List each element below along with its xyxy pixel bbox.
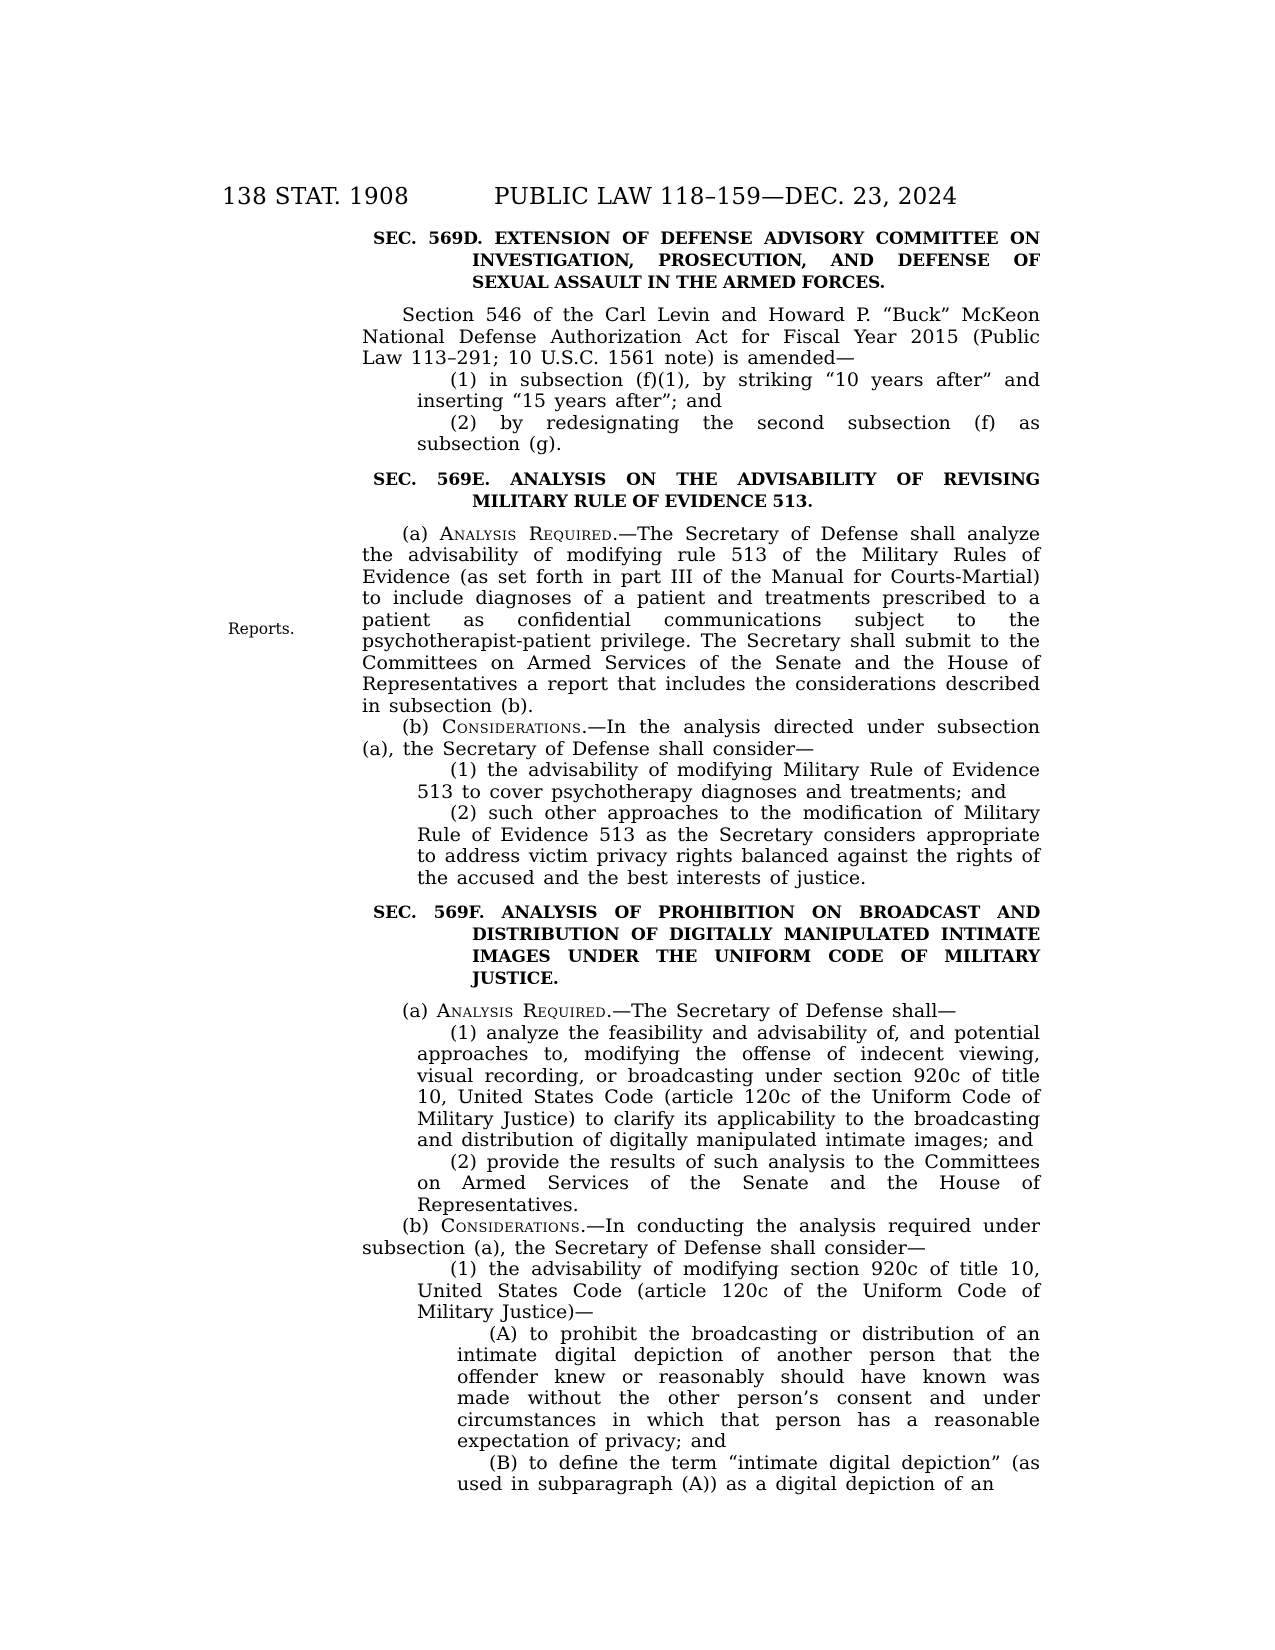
text-run: Section 546 of the Carl Levin and Howard P. “Buck” McKeon National Defense Authorization Act for Fiscal Year 2015 (Public Law 113–291; 10 U.S.C. 1561 note) is amended— [362,304,1040,369]
text-run: SEC. 569D. EXTENSION OF DEFENSE ADVISORY COMMITTEE ON INVESTIGATION, PROSECUTION, AND DEFENSE OF SEXUAL ASSAULT IN THE ARMED FORCES. [373,229,1040,293]
paragraph [362,524,1040,718]
text-run: Analysis Required [436,1000,607,1022]
document-content [362,228,1040,1496]
paragraph [417,760,1040,803]
paragraph [417,1023,1040,1152]
text-run: .—In conducting the analysis required under subsection (a), the Secretary of Defense shall consider— [362,1215,1040,1259]
text-run: (A) to prohibit the broadcasting or distribution of an intimate digital depiction of another person that the offender knew or reasonably should have known was made without the other person’s consent and under circumstances in which that person has a reasonable expectation of privacy; and [457,1322,1040,1452]
text-run: Considerations [442,716,582,738]
text-run: (b) [402,716,443,738]
text-run: Analysis Required [439,522,613,545]
text-run: .—The Secretary of Defense shall analyze the advisability of modifying rule 513 of the Military Rules of Evidence (as set forth in part III of the Manual for Courts-Martial) to include diagnoses of a patient and treatments prescribed to a patient as confidential communications subject to the psychotherapist-patient privilege. The Secretary shall submit to the Committees on Armed Services of the Senate and the House of Representatives a report that includes the considerations described in subsection (b). [362,522,1040,717]
text-run: Considerations [440,1215,581,1237]
law-title: PUBLIC LAW 118–159—DEC. 23, 2024 [494,184,958,210]
text-run: (2) by redesignating the second subsection (f) as subsection (g). [417,411,1040,455]
paragraph [417,803,1040,889]
paragraph [362,1216,1040,1259]
text-run: (B) to define the term “intimate digital depiction” (as used in subparagraph (A)) as a digital depiction of an [457,1451,1040,1495]
text-run: (1) analyze the feasibility and advisability of, and potential approaches to, modifying the offense of indecent viewing, visual recording, or broadcasting under section 920c of title 10, United States Code (article 120c of the Uniform Code of Military Justice) to clarify its applicability to the broadcasting and distribution of digitally manipulated intimate images; and [417,1021,1040,1151]
text-run: .—The Secretary of Defense shall— [606,1000,957,1022]
section-heading [362,902,1040,990]
paragraph [417,413,1040,456]
margin-note-reports: Reports. [228,620,295,638]
paragraph [417,1152,1040,1217]
text-run: (2) such other approaches to the modification of Military Rule of Evidence 513 as the Secretary considers appropriate to address victim privacy rights balanced against the rights of the accused and the best interests of justice. [417,802,1040,889]
stat-page-number: 138 STAT. 1908 [222,184,410,210]
paragraph [417,1259,1040,1324]
text-run: (b) [402,1215,441,1237]
text-run: (a) [402,1000,437,1022]
text-run: (1) the advisability of modifying Military Rule of Evidence 513 to cover psychotherapy diagnoses and treatments; and [417,759,1040,803]
text-run: .—In the analysis directed under subsection (a), the Secretary of Defense shall consider— [362,716,1041,760]
text-run: (1) the advisability of modifying section 920c of title 10, United States Code (article 120c of the Uniform Code of Military Justice)— [417,1258,1040,1323]
text-run: SEC. 569E. ANALYSIS ON THE ADVISABILITY OF REVISING MILITARY RULE OF EVIDENCE 513. [373,469,1040,512]
paragraph [457,1453,1040,1496]
section-heading [362,469,1040,513]
paragraph [457,1324,1040,1453]
section-heading [362,228,1040,294]
paragraph [362,1001,1040,1023]
paragraph [362,717,1040,760]
text-run: SEC. 569F. ANALYSIS OF PROHIBITION ON BROADCAST AND DISTRIBUTION OF DIGITALLY MANIPULATED INTIMATE IMAGES UNDER THE UNIFORM CODE OF MILITARY JUSTICE. [373,903,1040,989]
paragraph [362,305,1040,370]
text-run: (1) in subsection (f)(1), by striking “10 years after” and inserting “15 years after”; and [417,368,1040,412]
paragraph [417,370,1040,413]
text-run: (a) [402,522,440,545]
text-run: (2) provide the results of such analysis to the Committees on Armed Services of the Senate and the House of Representatives. [417,1150,1040,1216]
